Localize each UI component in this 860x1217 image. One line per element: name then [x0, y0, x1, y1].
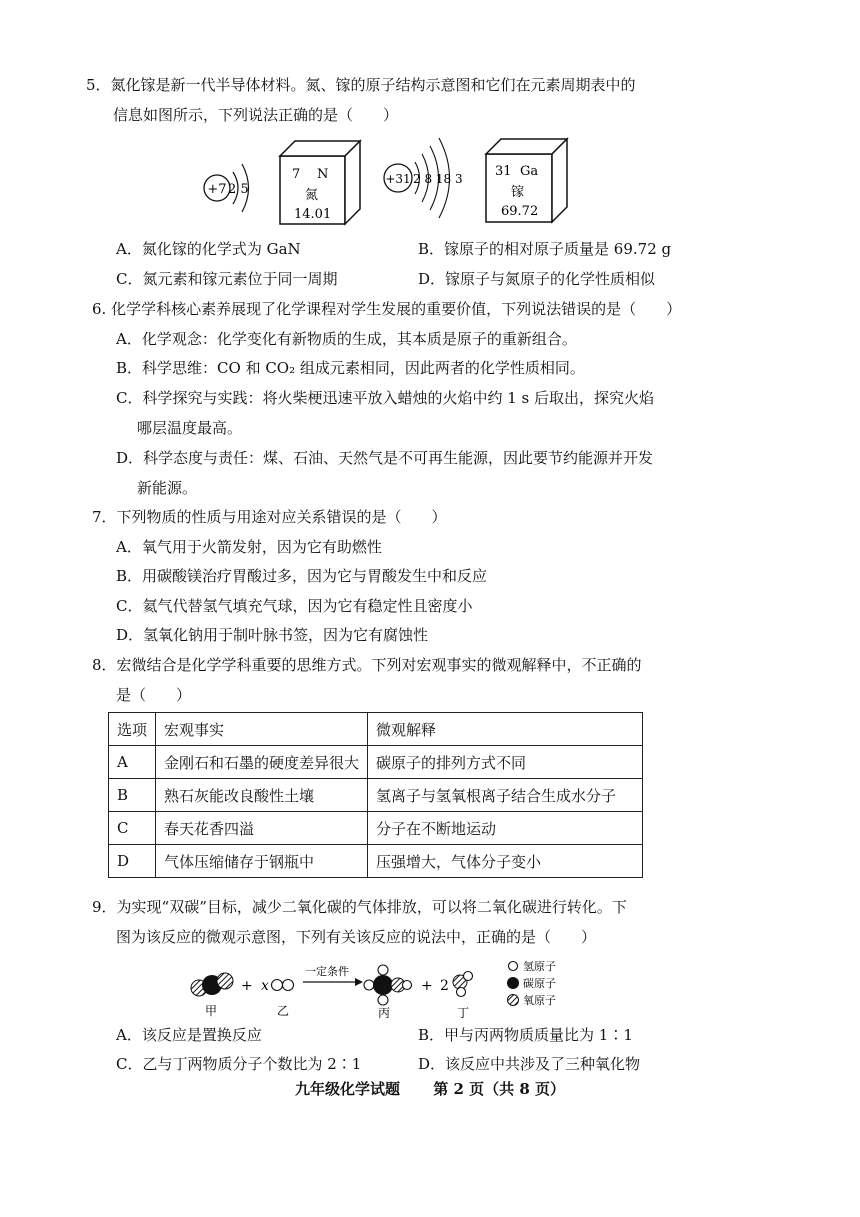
q7-option-b: B．用碳酸镁治疗胃酸过多，因为它与胃酸发生中和反应 — [116, 567, 488, 585]
table-row — [109, 845, 643, 878]
legend-carbon-icon — [507, 977, 519, 989]
molecule-yi — [272, 980, 294, 991]
legend-oxygen-icon — [508, 995, 519, 1006]
table-cell: 春天花香四溢 — [156, 812, 368, 845]
table-cell: 金刚石和石墨的硬度差异很大 — [156, 746, 368, 779]
q9-option-b: B．甲与丙两物质质量比为 1∶1 — [418, 1026, 633, 1044]
ga-mass: 69.72 — [501, 204, 539, 219]
molecule-bing — [364, 965, 412, 1005]
legend-hydrogen-icon — [509, 962, 518, 971]
q9-option-a: A．该反应是置换反应 — [116, 1026, 262, 1044]
ga-element-cell — [486, 139, 567, 222]
ga-name: 镓 — [511, 185, 525, 200]
table-cell: B — [109, 779, 156, 812]
table-header-cell: 宏观事实 — [156, 713, 368, 746]
q5-stem-line2: 信息如图所示，下列说法正确的是（ ） — [113, 106, 399, 124]
q6-option-b: B．科学思维：CO 和 CO₂ 组成元素相同，因此两者的化学性质相同。 — [116, 359, 585, 377]
table-row — [109, 812, 643, 845]
table-cell: 熟石灰能改良酸性土壤 — [156, 779, 368, 812]
legend-oxygen-label: 氧原子 — [523, 994, 556, 1007]
q9-stem-line2: 图为该反应的微观示意图，下列有关该反应的说法中，正确的是（ ） — [116, 928, 597, 946]
table-row — [109, 779, 643, 812]
q7-option-c: C．氦气代替氢气填充气球，因为它有稳定性且密度小 — [116, 597, 473, 615]
ga-symbol: Ga — [520, 164, 539, 179]
q6-option-d-line1: D．科学态度与责任：煤、石油、天然气是不可再生能源，因此要节约能源并开发 — [116, 449, 654, 467]
legend-hydrogen-label: 氢原子 — [523, 960, 556, 973]
n-atomic-number: 7 — [292, 167, 301, 182]
coef-2: 2 — [440, 978, 449, 994]
ga-nucleus-charge: +31 — [385, 172, 411, 186]
table-row — [109, 746, 643, 779]
reaction-condition: 一定条件 — [305, 965, 349, 978]
n-shell-electrons: 2 5 — [228, 182, 249, 197]
q7-option-d: D．氢氧化钠用于制叶脉书签，因为它有腐蚀性 — [116, 626, 429, 644]
page-footer — [0, 1078, 860, 1099]
molecule-jia — [191, 973, 233, 996]
q5-stem-line1: 5．氮化镓是新一代半导体材料。氮、镓的原子结构示意图和它们在元素周期表中的 — [86, 76, 636, 94]
plus-sign-2: + — [421, 978, 433, 994]
legend-carbon-label: 碳原子 — [523, 977, 556, 990]
n-name: 氮 — [305, 188, 319, 203]
q9-reaction-diagram — [185, 955, 605, 1019]
q8-stem-line1: 8．宏微结合是化学学科重要的思维方式。下列对宏观事实的微观解释中，不正确的 — [92, 656, 642, 674]
label-yi: 乙 — [277, 1004, 290, 1018]
label-ding: 丁 — [457, 1006, 470, 1019]
q5-option-a: A．氮化镓的化学式为 GaN — [116, 240, 301, 258]
label-bing: 丙 — [378, 1006, 391, 1019]
table-cell: 分子在不断地运动 — [368, 812, 643, 845]
footer-title: 九年级化学试题 — [294, 1080, 400, 1098]
plus-sign-1: + — [241, 978, 253, 994]
q9-option-c: C．乙与丁两物质分子个数比为 2∶1 — [116, 1055, 362, 1073]
q5-option-c: C．氮元素和镓元素位于同一周期 — [116, 270, 338, 288]
q5-atom-diagrams — [195, 128, 585, 232]
q9-option-d: D．该反应中共涉及了三种氧化物 — [418, 1055, 641, 1073]
ga-atomic-number: 31 — [495, 164, 512, 179]
ga-shell-electrons: 2 8 18 3 — [413, 172, 463, 186]
table-header-cell: 微观解释 — [368, 713, 643, 746]
q6-option-d-line2: 新能源。 — [137, 479, 198, 497]
table-cell: D — [109, 845, 156, 878]
table-cell: 氢离子与氢氧根离子结合生成水分子 — [368, 779, 643, 812]
q6-option-a: A．化学观念：化学变化有新物质的生成，其本质是原子的重新组合。 — [116, 330, 577, 348]
table-cell: 气体压缩储存于钢瓶中 — [156, 845, 368, 878]
n-mass: 14.01 — [294, 207, 332, 222]
table-cell: A — [109, 746, 156, 779]
q7-option-a: A．氧气用于火箭发射，因为它有助燃性 — [116, 538, 382, 556]
n-element-cell — [280, 141, 360, 224]
q5-option-d: D．镓原子与氮原子的化学性质相似 — [418, 270, 656, 288]
table-header-row — [109, 713, 643, 746]
q6-option-c-line1: C．科学探究与实践：将火柴梗迅速平放入蜡烛的火焰中约 1 s 后取出，探究火焰 — [116, 389, 655, 407]
n-symbol: N — [317, 167, 329, 182]
coef-x: x — [261, 978, 269, 994]
table-header-cell: 选项 — [109, 713, 156, 746]
n-nucleus-charge: +7 — [207, 182, 227, 197]
footer-page-number: 第 2 页（共 8 页） — [433, 1080, 565, 1098]
table-cell: 压强增大，气体分子变小 — [368, 845, 643, 878]
legend — [507, 959, 556, 1007]
q6-option-c-line2: 哪层温度最高。 — [137, 419, 243, 437]
q7-stem: 7．下列物质的性质与用途对应关系错误的是（ ） — [92, 508, 447, 526]
table-cell: 碳原子的排列方式不同 — [368, 746, 643, 779]
q8-table — [108, 712, 643, 878]
label-jia: 甲 — [205, 1004, 218, 1018]
q6-stem: 6. 化学学科核心素养展现了化学课程对学生发展的重要价值，下列说法错误的是（ ） — [92, 300, 682, 318]
q8-stem-line2: 是（ ） — [116, 686, 192, 704]
table-cell: C — [109, 812, 156, 845]
molecule-ding — [453, 972, 473, 997]
q9-stem-line1: 9．为实现“双碳”目标，减少二氧化碳的气体排放，可以将二氧化碳进行转化。下 — [92, 898, 627, 916]
q5-option-b: B．镓原子的相对原子质量是 69.72 g — [418, 240, 672, 258]
